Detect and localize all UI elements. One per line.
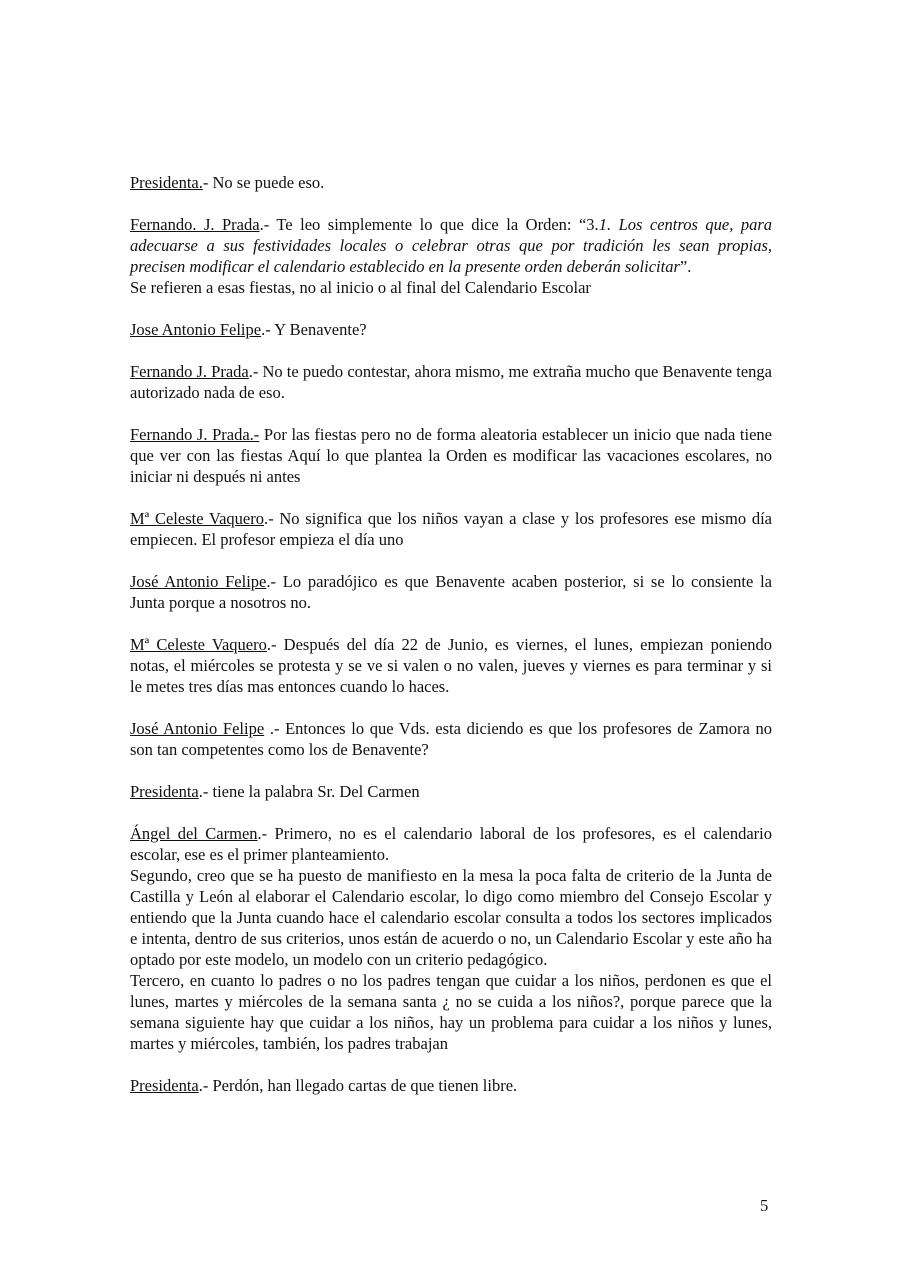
- paragraph: [130, 508, 772, 550]
- paragraph-text: .- No te puedo contestar, ahora mismo, me extraña mucho que Benavente tenga autorizado nada de eso.: [130, 362, 773, 402]
- paragraph: [130, 970, 772, 1054]
- paragraph: [130, 1075, 772, 1096]
- speaker-name: Fernando. J. Prada: [130, 215, 260, 234]
- paragraph: [130, 361, 772, 403]
- document-body: [130, 172, 772, 1117]
- paragraph-text: - No se puede eso.: [202, 173, 325, 192]
- paragraph: [130, 865, 772, 970]
- paragraph: [130, 823, 772, 865]
- quoted-order-text: 1. Los centros que, para adecuarse a sus festividades locales o celebrar otras que por tradición les sean propias, precisen modificar el calendario establecido en la presente orden deberán solicitar: [130, 215, 772, 276]
- paragraph-text: Tercero, en cuanto lo padres o no los padres tengan que cuidar a los niños, perdonen es que el lunes, martes y miércoles de la semana santa ¿ no se cuida a los niños?, porque parece que la semana siguiente hay que cuidar a los niños, hay un problema para cuidar a los niños y lunes, martes y miércoles, también, los padres trabajan: [130, 971, 772, 1053]
- paragraph-text: .- Te leo simplemente lo que dice la Orden: “3.: [259, 215, 599, 234]
- paragraph-text: .- Lo paradójico es que Benavente acaben posterior, si se lo consiente la Junta porque a nosotros no.: [130, 572, 772, 612]
- paragraph-text: Segundo, creo que se ha puesto de manifiesto en la mesa la poca falta de criterio de la Junta de Castilla y León al elaborar el Calendario escolar, lo digo como miembro del Consejo Escolar y entiendo que la Junta cuando hace el calendario escolar consulta a todos los sectores implicados e intenta, dentro de sus criterios, unos están de acuerdo o no, un Calendario Escolar y este año ha optado por este modelo, un modelo con un criterio pedagógico.: [130, 866, 772, 969]
- paragraph-text: Por las fiestas pero no de forma aleatoria establecer un inicio que nada tiene que ver con las fiestas Aquí lo que plantea la Orden es modificar las vacaciones escolares, no iniciar ni después ni antes: [130, 425, 772, 486]
- paragraph: [130, 781, 772, 802]
- paragraph-text: .- Y Benavente?: [261, 320, 367, 339]
- speaker-name: Mª Celeste Vaquero: [130, 635, 267, 654]
- paragraph: [130, 424, 772, 487]
- paragraph: [130, 571, 772, 613]
- paragraph-text: .- Perdón, han llegado cartas de que tienen libre.: [198, 1076, 518, 1095]
- paragraph-text: .- Primero, no es el calendario laboral de los profesores, es el calendario escolar, ese es el primer planteamiento.: [130, 824, 773, 864]
- paragraph-text: .- Entonces lo que Vds. esta diciendo es que los profesores de Zamora no son tan competentes como los de Benavente?: [130, 719, 772, 759]
- paragraph: [130, 319, 772, 340]
- speaker-name: Fernando J. Prada: [130, 362, 249, 381]
- speaker-name: Mª Celeste Vaquero: [130, 509, 264, 528]
- speaker-name: José Antonio Felipe: [130, 572, 267, 591]
- paragraph-text: .- No significa que los niños vayan a clase y los profesores ese mismo día empiecen. El profesor empieza el día uno: [130, 509, 772, 549]
- speaker-name: Presidenta.: [130, 173, 203, 192]
- paragraph: [130, 214, 772, 277]
- quote-close: ”.: [679, 257, 692, 276]
- paragraph: [130, 718, 772, 760]
- paragraph-text: .- Después del día 22 de Junio, es viernes, el lunes, empiezan poniendo notas, el miércoles se protesta y se ve si valen o no valen, jueves y viernes es para terminar y si le metes tres días mas entonces cuando lo haces.: [130, 635, 772, 696]
- paragraph: [130, 172, 772, 193]
- page-number: 5: [760, 1196, 769, 1215]
- paragraph: [130, 634, 772, 697]
- paragraph-text: .- tiene la palabra Sr. Del Carmen: [198, 782, 420, 801]
- speaker-name: Presidenta: [130, 1076, 199, 1095]
- speaker-name: Jose Antonio Felipe: [130, 320, 262, 339]
- paragraph: [130, 277, 772, 298]
- speaker-name: Presidenta: [130, 782, 199, 801]
- speaker-name: José Antonio Felipe: [130, 719, 265, 738]
- paragraph-text: Se refieren a esas fiestas, no al inicio o al final del Calendario Escolar: [130, 278, 591, 297]
- speaker-name: Ángel del Carmen: [130, 824, 258, 843]
- speaker-name: Fernando J. Prada.-: [130, 425, 260, 444]
